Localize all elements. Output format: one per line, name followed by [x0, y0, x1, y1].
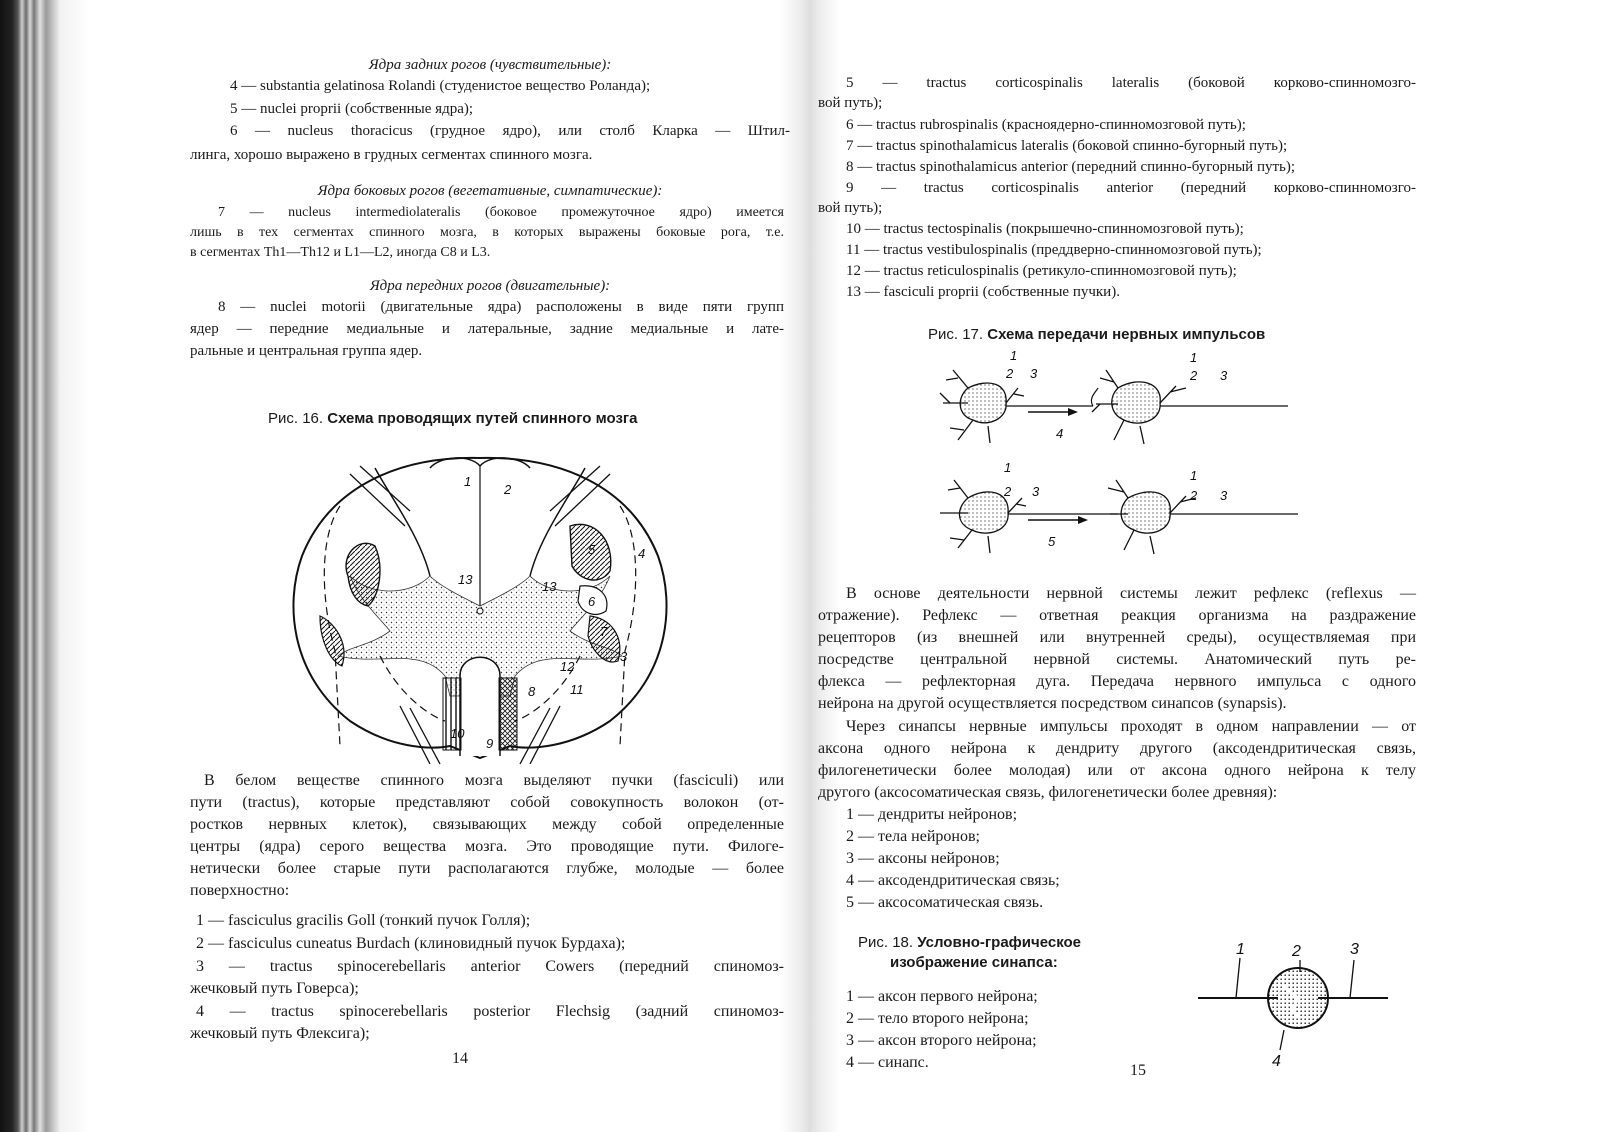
- page-edge-stack: [0, 0, 90, 1132]
- para-reflex-3: рецепторов (из внешней или внутренней среды), осуществляемая при: [818, 629, 1416, 646]
- fig17-top-label-3b: 3: [1220, 368, 1228, 383]
- fig16-label-13a: 13: [458, 572, 473, 587]
- nucleus-item-7a: 7 — nucleus intermediolateralis (боковое промежуточное ядро) имеется: [218, 205, 784, 220]
- fig18-label-4: 4: [1272, 1053, 1281, 1070]
- para-white-matter-3: ростков нервных клеток), связывающих между собой определенные: [190, 816, 784, 833]
- fig17-bottom-label-5: 5: [1048, 534, 1056, 549]
- tract-item-4b: жечковый путь Флексига);: [190, 1025, 370, 1042]
- fig16-label-5: 5: [588, 542, 596, 557]
- para-reflex-4: посредстве центральной нервной системы. Анатомический путь ре-: [818, 651, 1416, 668]
- para-synapse-3: филогенетически более молодая) или от аксона одного нейрона к телу: [818, 762, 1416, 779]
- fig16-label-8: 8: [528, 684, 536, 699]
- fig17-top-label-1b: 1: [1190, 350, 1198, 365]
- fig16-label-3: 3: [620, 649, 628, 664]
- fig16-label-4: 4: [638, 546, 646, 561]
- para-synapse-4: другого (аксосоматическая связь, филогенетически более древняя):: [818, 784, 1278, 801]
- nucleus-item-8c: ральные и центральная группа ядер.: [190, 343, 423, 359]
- para-white-matter-5: нетически более старые пути располагаются глубже, молодые — более: [190, 860, 784, 877]
- para-synapse-2: аксона одного нейрона к дендриту другого (аксодендритическая связь,: [818, 740, 1416, 757]
- fig17-top-label-2b: 2: [1190, 368, 1198, 383]
- fig18-caption-prefix: Рис. 18.: [858, 934, 914, 951]
- fig16-label-11: 11: [570, 682, 584, 697]
- fig17-top-label-3a: 3: [1030, 366, 1038, 381]
- fig16-label-10: 10: [450, 726, 465, 741]
- nucleus-item-8b: ядер — передние медиальные и латеральные, задние медиальные и лате-: [190, 321, 784, 337]
- fig16-caption-prefix: Рис. 16.: [268, 410, 324, 427]
- fig16-label-13b: 13: [542, 579, 557, 594]
- tract-item-1: 1 — fasciculus gracilis Goll (тонкий пучок Голля);: [196, 912, 531, 929]
- tract-item-13: 13 — fasciculi proprii (собственные пучки).: [846, 284, 1120, 300]
- tract-item-2: 2 — fasciculus cuneatus Burdach (клиновидный пучок Бурдаха);: [196, 935, 626, 952]
- fig16-caption: [268, 410, 638, 428]
- fig18-synapse-diagram: [1188, 938, 1408, 1078]
- fig16-label-7: 7: [600, 624, 608, 639]
- fig17-neurons-diagram: [928, 348, 1308, 566]
- fig18-caption-line1-text: Условно-графическое: [917, 934, 1082, 951]
- neuron-top-1: [940, 370, 1093, 443]
- heading-posterior-horns: Ядра задних рогов (чувствительные):: [368, 57, 612, 73]
- tract-item-3a: 3 — tractus spinocerebellaris anterior Cowers (передний спиномоз-: [196, 958, 784, 975]
- fig17-legend-2: 2 — тела нейронов;: [846, 828, 980, 845]
- fig18-label-1: 1: [1236, 941, 1245, 958]
- para-reflex-1: В основе деятельности нервной системы лежит рефлекс (reflexus —: [846, 585, 1416, 602]
- fig18-legend-2: 2 — тело второго нейрона;: [846, 1010, 1029, 1027]
- page-number-14: 14: [452, 1050, 468, 1067]
- fig18-legend-1: 1 — аксон первого нейрона;: [846, 988, 1038, 1005]
- tract-item-12: 12 — tractus reticulospinalis (ретикуло-спинномозговой путь);: [846, 263, 1237, 279]
- fig17-bottom-label-3b: 3: [1220, 488, 1228, 503]
- fig17-caption-title: Схема передачи нервных импульсов: [987, 326, 1266, 343]
- tract-item-7: 7 — tractus spinothalamicus lateralis (боковой спинно-бугорный путь);: [846, 138, 1288, 154]
- fig16-label-2: 2: [504, 482, 512, 497]
- para-reflex-2: отражение). Рефлекс — ответная реакция организма на раздражение: [818, 607, 1416, 624]
- fig16-label-12: 12: [560, 659, 575, 674]
- fig16-label-9: 9: [486, 736, 494, 751]
- fig17-caption: [928, 326, 1265, 344]
- para-reflex-6: нейрона на другой осуществляется посредством синапсов (synapsis).: [818, 695, 1287, 712]
- fig17-top-label-4: 4: [1056, 426, 1064, 441]
- nucleus-item-7c: в сегментах Th1—Th12 и L1—L2, иногда C8 и L3.: [190, 245, 491, 260]
- tract-item-3b: жечковый путь Говерса);: [190, 980, 359, 997]
- para-white-matter-4: центры (ядра) серого вещества мозга. Это проводящие пути. Филоге-: [190, 838, 784, 855]
- fig16-label-1: 1: [464, 474, 472, 489]
- tract-item-11: 11 — tractus vestibulospinalis (преддверно-спинномозговой путь);: [846, 242, 1262, 258]
- heading-lateral-horns: Ядра боковых рогов (вегетативные, симпатические):: [317, 183, 663, 199]
- fig17-bottom-label-2a: 2: [1004, 484, 1012, 499]
- fig17-bottom-label-3a: 3: [1032, 484, 1040, 499]
- fig17-bottom-label-1b: 1: [1190, 468, 1198, 483]
- fig17-caption-prefix: Рис. 17.: [928, 326, 984, 343]
- tract-item-6: 6 — tractus rubrospinalis (красноядерно-спинномозговой путь);: [846, 117, 1246, 133]
- fig18-caption-line1: [858, 934, 1081, 952]
- fig17-legend-4: 4 — аксодендритическая связь;: [846, 872, 1060, 889]
- para-white-matter-6: поверхностно:: [190, 882, 290, 899]
- fig17-bottom-label-2b: 2: [1190, 488, 1198, 503]
- heading-anterior-horns: Ядра передних рогов (двигательные):: [369, 278, 611, 294]
- fig17-top-label-2a: 2: [1006, 366, 1014, 381]
- fig16-caption-title: Схема проводящих путей спинного мозга: [327, 410, 638, 427]
- tract-item-5a: 5 — tractus corticospinalis lateralis (боковой корково-спинномозго-: [846, 75, 1416, 91]
- tract-item-9b: вой путь);: [818, 200, 883, 216]
- tract-item-9a: 9 — tractus corticospinalis anterior (передний корково-спинномозго-: [846, 180, 1416, 196]
- para-synapse-1: Через синапсы нервные импульсы проходят в одном направлении — от: [846, 718, 1416, 735]
- fig16-label-6: 6: [588, 594, 596, 609]
- fig17-top-label-1a: 1: [1010, 348, 1018, 363]
- neuron-bottom-1: [940, 480, 1118, 553]
- nucleus-item-7b: лишь в тех сегментах спинного мозга, в которых выражены боковые рога, т.е.: [190, 225, 784, 240]
- fig18-legend-3: 3 — аксон второго нейрона;: [846, 1032, 1037, 1049]
- tract-item-4a: 4 — tractus spinocerebellaris posterior Flechsig (задний спиномоз-: [196, 1003, 784, 1020]
- fig18-caption-line2: изображение синапса:: [890, 954, 1058, 971]
- fig18-legend-4: 4 — синапс.: [846, 1054, 929, 1071]
- fig18-label-2: 2: [1292, 943, 1301, 960]
- fig17-bottom-label-1a: 1: [1004, 460, 1012, 475]
- tract-item-10: 10 — tractus tectospinalis (покрышечно-спинномозговой путь);: [846, 221, 1244, 237]
- fig16-spinal-cord-diagram: [280, 446, 680, 766]
- anterior-fissure: [460, 657, 500, 756]
- fig17-legend-1: 1 — дендриты нейронов;: [846, 806, 1018, 823]
- nucleus-item-6b: линга, хорошо выражено в грудных сегментах спинного мозга.: [190, 147, 593, 163]
- nucleus-item-5: 5 — nuclei proprii (собственные ядра);: [230, 101, 474, 117]
- fig17-legend-3: 3 — аксоны нейронов;: [846, 850, 1000, 867]
- nucleus-item-6a: 6 — nucleus thoracicus (грудное ядро), или столб Кларка — Штил-: [230, 123, 790, 139]
- nucleus-item-4: 4 — substantia gelatinosa Rolandi (студенистое вещество Роланда);: [230, 78, 651, 94]
- book-gutter: [780, 0, 840, 1132]
- fig17-legend-5: 5 — аксосоматическая связь.: [846, 894, 1044, 911]
- para-reflex-5: флекса — рефлекторная дуга. Передача нервного импульса с одного: [818, 673, 1416, 690]
- tract-item-5b: вой путь);: [818, 95, 883, 111]
- nucleus-item-8a: 8 — nuclei motorii (двигательные ядра) расположены в виде пяти групп: [218, 299, 784, 315]
- fig18-label-3: 3: [1350, 941, 1359, 958]
- tract-item-8: 8 — tractus spinothalamicus anterior (передний спинно-бугорный путь);: [846, 159, 1296, 175]
- page-number-15: 15: [1130, 1062, 1146, 1079]
- neuron-bottom-2: [1108, 480, 1298, 554]
- para-white-matter-2: пути (tractus), которые представляют собой совокупность волокон (от-: [190, 794, 784, 811]
- para-white-matter-1: В белом веществе спинного мозга выделяют пучки (fasciculi) или: [204, 772, 784, 789]
